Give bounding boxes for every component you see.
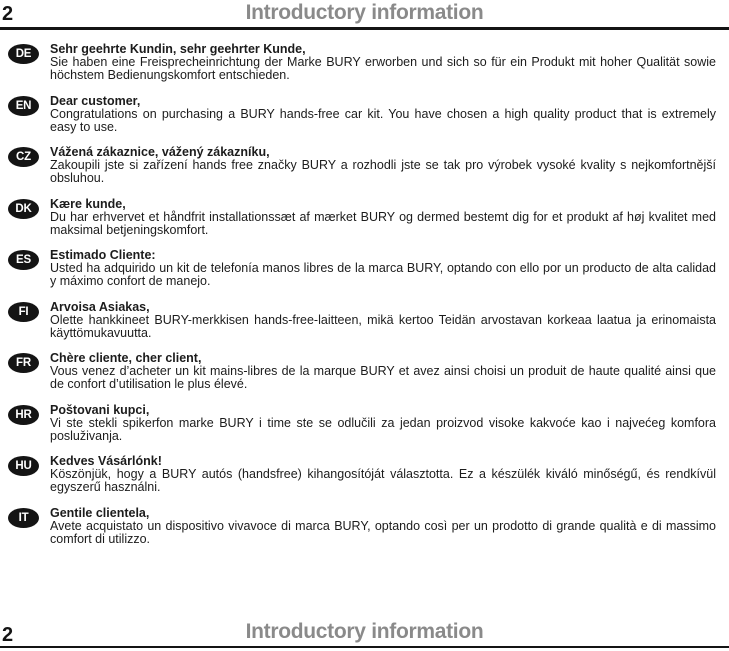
language-badge-label: FI: [18, 305, 29, 318]
section-heading: Gentile clientela,: [50, 505, 150, 520]
language-badge-label: ES: [16, 254, 31, 266]
language-badge-label: HR: [15, 408, 32, 421]
section-body: Sie haben eine Freisprecheinrichtung der Marke BURY erworben und sich so für ein Produkt mit hoher Qualität sowie höchstem Bedienungskomfort entschieden.: [50, 55, 716, 82]
page-header: [0, 0, 729, 30]
language-badge-es: [8, 250, 39, 270]
section-fi: [8, 301, 719, 340]
language-badge-de: [8, 44, 39, 64]
language-badge-dk: [8, 199, 39, 219]
section-heading: Poštovani kupci,: [50, 402, 150, 417]
section-body: Vi ste stekli spikerfon marke BURY i time ste se odlučili za jedan proizvod visoke kakvoće kao i najvećeg komfora posluživanja.: [50, 415, 716, 443]
section-dk: [8, 198, 719, 237]
section-text: [50, 352, 716, 391]
language-badge-label: EN: [15, 99, 32, 112]
section-text: [50, 301, 716, 340]
section-en: [8, 95, 719, 134]
section-body: Zakoupili jste si zařízení hands free značky BURY a rozhodli jste se tak pro výrobek vysoké kvality s nejkomfortnější obsluhou.: [50, 158, 716, 185]
header-title: Introductory information: [245, 1, 484, 24]
section-heading: Sehr geehrte Kundin, sehr geehrter Kunde,: [50, 42, 306, 56]
section-body: Vous venez d’acheter un kit mains-libres de la marque BURY et avez ainsi choisi un produit de haute qualité ainsi que de confort d’utilisation le plus élevé.: [50, 364, 716, 391]
section-hu: [8, 455, 719, 494]
section-heading: Kære kunde,: [50, 196, 126, 211]
section-body: Du har erhvervet et håndfrit installationssæt af mærket BURY og dermed bestemt dig for et produkt af høj kvalitet med maksimal betjeningskomfort.: [50, 209, 716, 237]
section-text: [50, 43, 716, 82]
section-heading: Dear customer,: [50, 93, 141, 108]
language-badge-cz: [8, 147, 39, 167]
section-de: [8, 43, 719, 82]
language-badge-label: DK: [15, 202, 32, 215]
language-badge-fr: [8, 353, 39, 373]
language-badge-fi: [8, 302, 39, 322]
section-body: Köszönjük, hogy a BURY autós (handsfree) kihangosítóját választotta. Ez a készülék kiváló minőségű, és rendkívül egyszerű használni.: [50, 467, 716, 494]
section-heading: Arvoisa Asiakas,: [50, 299, 150, 314]
section-body: Usted ha adquirido un kit de telefonía manos libres de la marca BURY, optando con ello por un producto de alta calidad y máximo confort de manejo.: [50, 261, 716, 288]
section-heading: Chère cliente, cher client,: [50, 351, 202, 365]
language-badge-hu: [8, 456, 39, 476]
section-cz: [8, 146, 719, 185]
section-text: [50, 249, 716, 288]
section-fr: [8, 352, 719, 391]
language-badge-label: DE: [15, 48, 32, 60]
section-text: [50, 198, 716, 237]
section-hr: [8, 404, 719, 443]
footer-page-number: 2: [2, 624, 14, 646]
language-badge-label: CZ: [16, 151, 31, 163]
section-text: [50, 404, 716, 443]
language-sections: [0, 30, 729, 558]
section-heading: Estimado Cliente:: [50, 248, 156, 262]
section-body: Olette hankkineet BURY-merkkisen hands-free-laitteen, mikä kertoo Teidän arvostavan korkeaa laatua ja erinomaista käyttömukavuutta.: [50, 312, 716, 340]
header-page-number: 2: [2, 3, 14, 25]
language-badge-hr: [8, 405, 39, 425]
language-badge-label: HU: [15, 460, 32, 472]
footer-title: Introductory information: [245, 620, 484, 643]
language-badge-it: [8, 508, 39, 528]
section-text: [50, 507, 716, 546]
section-es: [8, 249, 719, 288]
section-text: [50, 95, 716, 134]
language-badge-label: FR: [16, 357, 31, 369]
page-footer: [0, 619, 729, 648]
section-heading: Vážená zákaznice, vážený zákazníku,: [50, 145, 270, 159]
section-text: [50, 455, 716, 494]
language-badge-en: [8, 96, 39, 116]
section-text: [50, 146, 716, 185]
section-heading: Kedves Vásárlónk!: [50, 454, 162, 468]
section-it: [8, 507, 719, 546]
language-badge-label: IT: [18, 511, 29, 524]
section-body: Congratulations on purchasing a BURY hands-free car kit. You have chosen a high quality product that is extremely easy to use.: [50, 106, 716, 134]
section-body: Avete acquistato un dispositivo vivavoce di marca BURY, optando così per un prodotto di grande qualità e di massimo comfort di utilizzo.: [50, 518, 716, 546]
